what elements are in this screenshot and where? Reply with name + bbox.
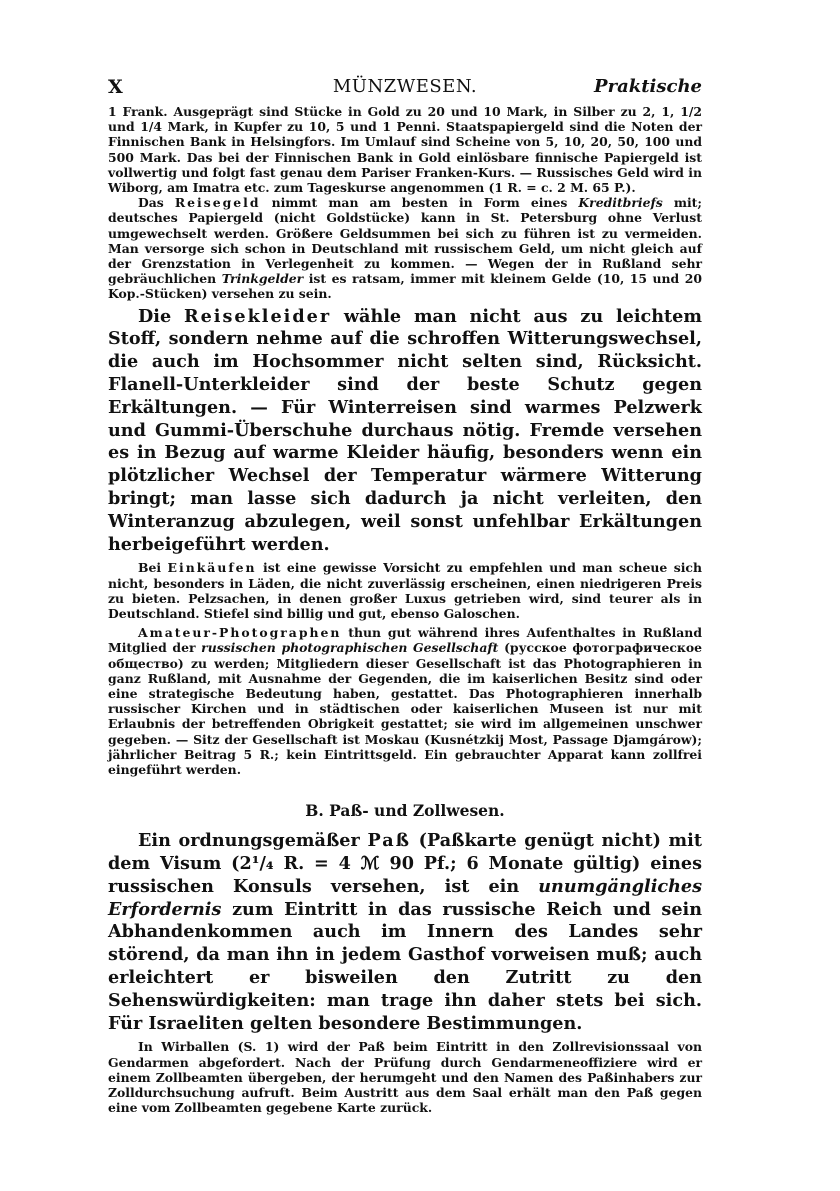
- term-photographic-society: russischen photographischen Gesellschaft: [201, 640, 499, 656]
- paragraph-travel-clothing: Die Reisekleider wähle man nicht aus zu leichtem Stoff, sondern nehme auf die schroffen Witterungswechsel, die auch im Hochsommer nicht selten sind, Rücksicht. Flanell-Unterkleider sind der beste Schutz gegen Erkältungen. — Für Winterreisen sind warmes Pelzwerk und Gummi-Überschuhe durchaus nötig. Fremde versehen es in Bezug auf warme Kleider häufig, besonders wenn ein plötzlicher Wechsel der Temperatur wärmere Witterung bringt; man lasse sich dadurch ja nicht verleiten, den Winteranzug abzulegen, weil sonst unfehlbar Erkältungen herbeigeführt werden.: [108, 305, 702, 555]
- paragraph-passport: Ein ordnungsgemäßer Paß (Paßkarte genügt nicht) mit dem Visum (2¹/₄ R. = 4 ℳ 90 Pf.; 6 Monate gültig) eines russischen Konsuls versehen, ist ein unumgängliches Erfordernis zum Eintritt in das russische Reich und sein Abhandenkommen auch im Innern des Landes sehr störend, da man ihn in jedem Gasthof vorweisen muß; auch erleichtert er bisweilen den Zutritt zu den Sehenswürdigkeiten: man trage ihn daher stets bei sich. Für Israeliten gelten besondere Bestimmungen.: [108, 830, 702, 1034]
- term-erfordernis: unumgängliches Erfordernis: [108, 875, 702, 920]
- paragraph-photographers: Amateur-Photographen thun gut während ihres Aufenthaltes in Rußland Mitglied der russischen photographischen Gesellschaft (русское фотографическое общество) zu werden; Mitgliedern dieser Gesellschaft ist das Photographieren in ganz Rußland, mit Ausnahme der Gegenden, die im kaiserlichen Besitz sind oder eine strategische Bedeutung haben, gestattet. Das Photographieren innerhalb russischer Kirchen und in städtischen oder kaiserlichen Museen ist nur mit Erlaubnis der betreffenden Obrigkeit gestattet; sie wird im allgemeinen unschwer gegeben. — Sitz der Gesellschaft ist Moskau (Kusnétzkij Most, Passage Djamgárow); jährlicher Beitrag 5 R.; kein Eintrittsgeld. Ein gebrauchter Apparat kann zollfrei eingeführt werden.: [108, 625, 702, 778]
- keyword-pass: Paß: [367, 830, 411, 852]
- paragraph-wirballen: In Wirballen (S. 1) wird der Paß beim Eintritt in den Zollrevisionssaal von Gendarmen abgefordert. Nach der Prüfung durch Gendarmeneoffiziere wird er einem Zollbeamten übergeben, der herumgeht und den Namen des Paßinhabers zur Zolldurchsuchung aufruft. Beim Austritt aus dem Saal erhält man den Paß gegen eine vom Zollbeamten gegebene Karte zurück.: [108, 1039, 702, 1116]
- paragraph-finnish-currency: 1 Frank. Ausgeprägt sind Stücke in Gold zu 20 und 10 Mark, in Silber zu 2, 1, 1/2 und 1/4 Mark, in Kupfer zu 10, 5 und 1 Penni. Staatspapiergeld sind die Noten der Finnischen Bank in Helsingfors. Im Umlauf sind Scheine von 5, 10, 20, 50, 100 und 500 Mark. Das bei der Finnischen Bank in Gold einlösbare finnische Papiergeld ist vollwertig und folgt fast genau dem Pariser Franken-Kurs. — Russisches Geld wird in Wiborg, am Imatra etc. zum Tageskurse angenommen (1 R. = c. 2 M. 65 P.).: [108, 104, 702, 196]
- paragraph-shopping: Bei Einkäufen ist eine gewisse Vorsicht zu empfehlen und man scheue sich nicht, besonders in Läden, die nicht zuverlässig erscheinen, einen niedrigeren Preis zu bieten. Pelzsachen, in denen großer Luxus getrieben wird, sind teurer als in Deutschland. Stiefel sind billig und gut, ebenso Galoschen.: [108, 560, 702, 622]
- keyword-reisegeld: Reisegeld: [174, 195, 261, 211]
- keyword-reisekleider: Reisekleider: [183, 305, 332, 327]
- page-number: X: [108, 76, 123, 98]
- running-header: [108, 76, 702, 104]
- book-page: [108, 76, 702, 1115]
- header-title: MÜNZWESEN.: [332, 76, 478, 97]
- header-section: Praktische: [594, 76, 702, 97]
- term-trinkgelder: Trinkgelder: [221, 271, 304, 287]
- paragraph-travel-money: Das Reisegeld nimmt man am besten in Form eines Kreditbriefs mit; deutsches Papiergeld (nicht Goldstücke) kann in St. Petersburg ohne Verlust umgewechselt werden. Größere Geldsummen bei sich zu führen ist zu vermeiden. Man versorge sich schon in Deutschland mit russischem Geld, um nicht gleich auf der Grenzstation in Verlegenheit zu kommen. — Wegen der in Rußland sehr gebräuchlichen Trinkgelder ist es ratsam, immer mit kleinem Gelde (10, 15 und 20 Kop.-Stücken) versehen zu sein.: [108, 195, 702, 302]
- keyword-einkaeufen: Einkäufen: [167, 560, 257, 576]
- section-heading: B. Paß- und Zollwesen.: [305, 801, 505, 821]
- keyword-amateur-photographen: Amateur-Photographen: [138, 625, 342, 641]
- term-kreditbriefs: Kreditbriefs: [578, 195, 663, 211]
